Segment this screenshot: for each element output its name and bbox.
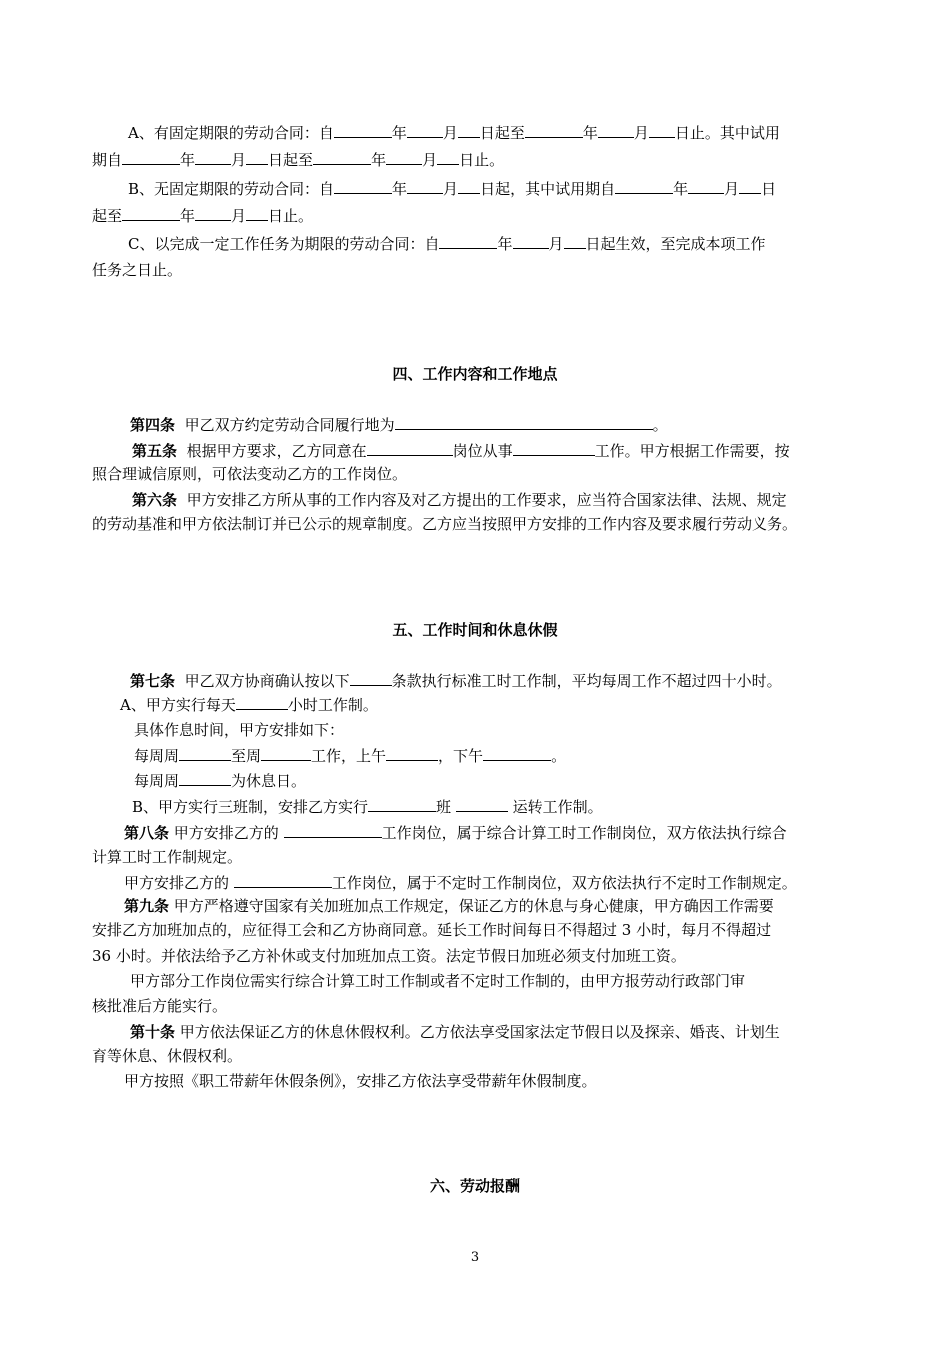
article-4: 第四条 甲乙双方约定劳动合同履行地为 。	[130, 416, 668, 434]
page-number: 3	[470, 1250, 480, 1265]
article-5-line1: 第五条 根据甲方要求，乙方同意在 岗位从事 工作。甲方根据工作需要，按	[132, 442, 790, 460]
article-9-line4: 甲方部分工作岗位需实行综合计算工时工作制或者不定时工作制的，由甲方报劳动行政部门审	[130, 972, 746, 990]
option-c-line2: 任务之日止。	[92, 261, 183, 279]
article-10-line2: 育等休息、休假权利。	[92, 1047, 243, 1065]
option-a-daily: A、甲方实行每天 小时工作制。	[120, 696, 378, 714]
option-b-shifts: B、甲方实行三班制，安排乙方实行 班 运转工作制。	[132, 798, 603, 816]
section-6-heading: 六、劳动报酬	[429, 1177, 520, 1195]
section-5-heading: 五、工作时间和休息休假	[392, 621, 558, 639]
article-8-line1: 第八条 甲方安排乙方的 工作岗位，属于综合计算工时工作制岗位，双方依法执行综合	[124, 824, 787, 842]
option-a-line2: 期自 年 月 日起至 年 月 日止。	[92, 151, 505, 169]
article-6-line2: 的劳动基准和甲方依法制订并已公示的规章制度。乙方应当按照甲方安排的工作内容及要求履行劳动义务。	[92, 515, 798, 533]
article-10-line3: 甲方按照《职工带薪年休假条例》，安排乙方依法享受带薪年休假制度。	[124, 1072, 597, 1090]
option-b-line1: B、无固定期限的劳动合同：自 年 月 日起，其中试用期自 年 月 日	[128, 180, 777, 198]
option-c-line1: C、以完成一定工作任务为期限的劳动合同：自 年 月 日起生效，至完成本项工作	[128, 235, 766, 253]
option-b-line2: 起至 年 月 日止。	[92, 207, 314, 225]
option-a-line1: A、有固定期限的劳动合同：自 年 月 日起至 年 月 日止。其中试用	[128, 124, 780, 142]
article-7: 第七条 甲乙双方协商确认按以下 条款执行标准工时工作制，平均每周工作不超过四十小时。	[130, 672, 782, 690]
weekly-work-line: 每周周 至周 工作，上午 ，下午 。	[134, 747, 567, 765]
article-9-line3: 36 小时。并依法给予乙方补休或支付加班加点工资。法定节假日加班必须支付加班工资。	[92, 947, 686, 965]
article-9-line1: 第九条 甲方严格遵守国家有关加班加点工作规定，保证乙方的休息与身心健康，甲方确因工作需要	[124, 897, 774, 915]
article-9-line5: 核批准后方能实行。	[92, 997, 228, 1015]
article-8-line2: 计算工时工作制规定。	[92, 848, 243, 866]
schedule-intro: 具体作息时间，甲方安排如下：	[134, 721, 345, 739]
article-5-line2: 照合理诚信原则，可依法变动乙方的工作岗位。	[92, 465, 408, 483]
article-6-line1: 第六条 甲方安排乙方所从事的工作内容及对乙方提出的工作要求，应当符合国家法律、法规、规定	[132, 491, 787, 509]
weekly-rest-line: 每周周 为休息日。	[134, 772, 307, 790]
section-4-heading: 四、工作内容和工作地点	[392, 365, 558, 383]
article-8-line3: 甲方安排乙方的 工作岗位，属于不定时工作制岗位，双方依法执行不定时工作制规定。	[124, 874, 797, 892]
article-9-line2: 安排乙方加班加点的，应征得工会和乙方协商同意。延长工作时间每日不得超过 3 小时，每月不得超过	[92, 921, 772, 939]
article-10-line1: 第十条 甲方依法保证乙方的休息休假权利。乙方依法享受国家法定节假日以及探亲、婚丧、计划生	[130, 1023, 780, 1041]
